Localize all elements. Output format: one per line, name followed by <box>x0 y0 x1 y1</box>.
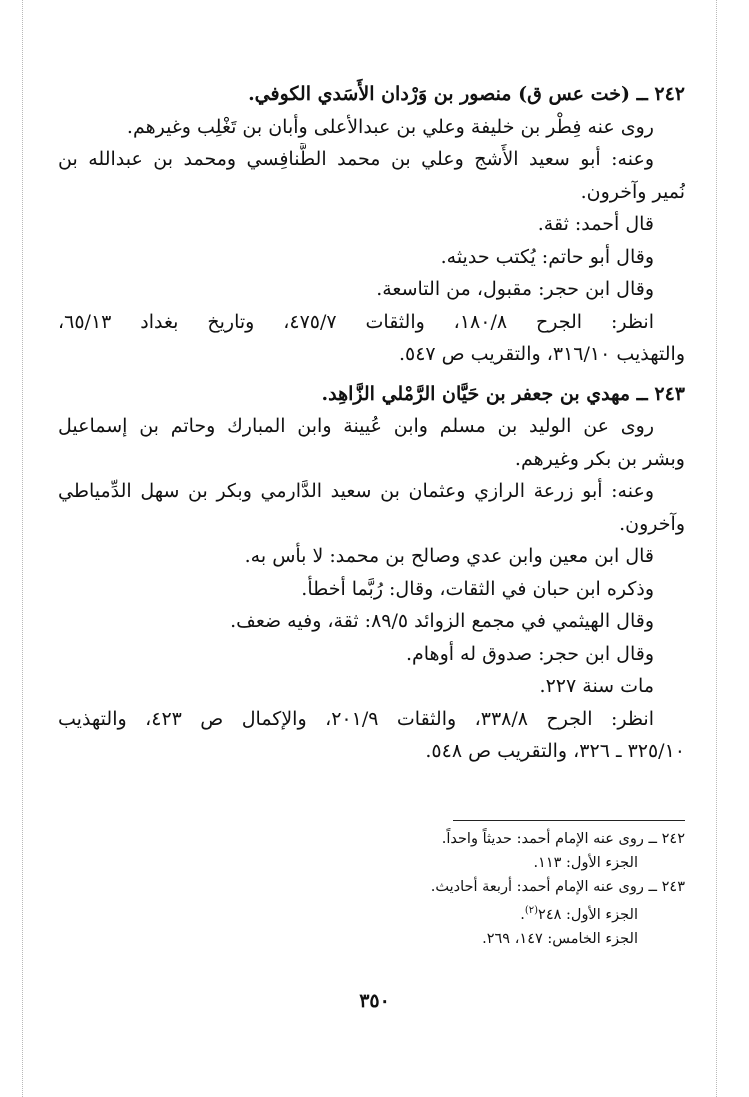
right-margin-line <box>716 0 717 1097</box>
entry-243-references: انظر: الجرح ٣٣٨/٨، والثقات ٢٠١/٩، والإكمال ص ٤٢٣، والتهذيب <box>58 707 654 730</box>
footnotes <box>58 820 685 951</box>
left-margin-line <box>22 0 23 1097</box>
entry-242-references-cont: والتهذيب ٣١٦/١٠، والتقريب ص ٥٤٧. <box>398 343 685 365</box>
footnote-divider <box>453 820 685 821</box>
page-body <box>58 78 685 768</box>
entry-243-death-year: مات سنة ٢٢٧. <box>539 675 654 697</box>
entry-242-narrators: وعنه: أبو سعيد الأَشج وعلي بن محمد الطَّنافِسي ومحمد بن عبدالله بن <box>58 148 654 170</box>
entry-242-narrated-from: روى عنه فِطْر بن خليفة وعلي بن عبدالأعلى وأبان بن تَغْلِب وغيرهم. <box>126 115 654 138</box>
footnote-243-title: ٢٤٣ ــ روى عنه الإمام أحمد: أربعة أحاديث. <box>430 879 685 895</box>
entry-242-references: انظر: الجرح ١٨٠/٨، والثقات ٤٧٥/٧، وتاريخ بغداد ٦٥/١٣، <box>58 310 654 333</box>
entry-243-narrated-from-cont: وبشر بن بكر وغيرهم. <box>514 447 685 470</box>
entry-243 <box>58 378 685 768</box>
entry-243-narrators-cont: وآخرون. <box>619 512 685 535</box>
entry-242-narrators-cont: نُمير وآخرون. <box>580 180 685 203</box>
entry-243-narrated-from: روى عن الوليد بن مسلم وابن عُيينة وابن المبارك وحاتم بن إسماعيل <box>58 415 654 437</box>
footnote-242-title: ٢٤٢ ــ روى عنه الإمام أحمد: حديثاً واحداً. <box>441 831 685 847</box>
entry-242-ahmad: قال أحمد: ثقة. <box>537 213 654 235</box>
footnote-243-part-five: الجزء الخامس: ١٤٧، ٢٦٩. <box>482 930 638 947</box>
footnote-242-part: الجزء الأول: ١١٣. <box>533 855 638 871</box>
footnote-243-part-one <box>58 899 685 927</box>
entry-243-ibn-hajar: وقال ابن حجر: صدوق له أوهام. <box>405 642 654 665</box>
page-number: ٣٥٠ <box>359 990 390 1012</box>
footnote-243-part-one-end: . <box>520 906 525 923</box>
footnote-243-part-one-text: الجزء الأول: ٢٤٨ <box>538 906 638 923</box>
entry-243-heading: ٢٤٣ ــ مهدي بن جعفر بن حَيَّان الرَّمْلي الزَّاهِد. <box>321 382 685 405</box>
entry-242-ibn-hajar: وقال ابن حجر: مقبول، من التاسعة. <box>376 278 654 300</box>
entry-242 <box>58 78 685 371</box>
footnote-243-marker: (٢) <box>524 905 539 916</box>
entry-243-ibn-maeen: قال ابن معين وابن عدي وصالح بن محمد: لا بأس به. <box>244 545 654 567</box>
entry-243-ibn-hibban: وذكره ابن حبان في الثقات، وقال: رُبَّما أخطأ. <box>301 577 654 600</box>
entry-243-haythami: وقال الهيثمي في مجمع الزوائد ٨٩/٥: ثقة، وفيه ضعف. <box>230 610 654 632</box>
entry-242-heading: ٢٤٢ ــ (خت عس ق) منصور بن وَرْدان الأَسَدي الكوفي. <box>248 83 685 105</box>
entry-243-references-cont: ٣٢٥/١٠ ـ ٣٢٦، والتقريب ص ٥٤٨. <box>425 740 685 762</box>
entry-242-abu-hatim: وقال أبو حاتم: يُكتب حديثه. <box>440 245 654 268</box>
entry-243-narrators: وعنه: أبو زرعة الرازي وعثمان بن سعيد الدَّارمي وبكر بن سهل الدِّمياطي <box>58 480 654 502</box>
